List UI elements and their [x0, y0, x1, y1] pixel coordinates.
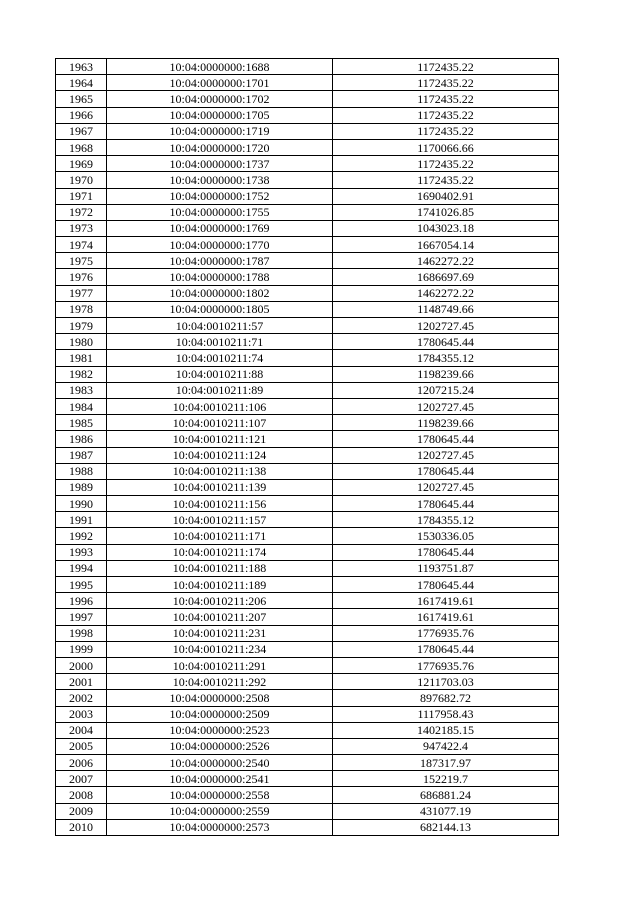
row-number-cell: 1965 [56, 91, 107, 107]
row-number-cell: 1983 [56, 382, 107, 398]
table-row [56, 479, 559, 495]
cadastral-number-cell: 10:04:0010211:231 [107, 625, 333, 641]
cadastral-number-cell: 10:04:0000000:1752 [107, 188, 333, 204]
cadastral-number-cell: 10:04:0010211:139 [107, 479, 333, 495]
value-cell: 1202727.45 [333, 398, 559, 414]
row-number-cell: 1995 [56, 577, 107, 593]
row-number-cell: 1999 [56, 641, 107, 657]
table-row [56, 787, 559, 803]
row-number-cell: 1979 [56, 318, 107, 334]
cadastral-number-cell: 10:04:0010211:74 [107, 350, 333, 366]
row-number-cell: 2009 [56, 803, 107, 819]
cadastral-number-cell: 10:04:0000000:1805 [107, 301, 333, 317]
cadastral-number-cell: 10:04:0000000:2558 [107, 787, 333, 803]
table-row [56, 463, 559, 479]
value-cell: 1172435.22 [333, 123, 559, 139]
value-cell: 1172435.22 [333, 107, 559, 123]
cadastral-number-cell: 10:04:0000000:2523 [107, 722, 333, 738]
table-row [56, 156, 559, 172]
cadastral-number-cell: 10:04:0010211:206 [107, 593, 333, 609]
table-row [56, 301, 559, 317]
cadastral-number-cell: 10:04:0010211:156 [107, 496, 333, 512]
table-row [56, 641, 559, 657]
table-row [56, 496, 559, 512]
row-number-cell: 1975 [56, 253, 107, 269]
table-row [56, 819, 559, 835]
row-number-cell: 1988 [56, 463, 107, 479]
row-number-cell: 1967 [56, 123, 107, 139]
value-cell: 1402185.15 [333, 722, 559, 738]
cadastral-number-cell: 10:04:0010211:234 [107, 641, 333, 657]
table-row [56, 366, 559, 382]
cadastral-number-cell: 10:04:0000000:1701 [107, 75, 333, 91]
table-row [56, 91, 559, 107]
row-number-cell: 1974 [56, 237, 107, 253]
value-cell: 1784355.12 [333, 350, 559, 366]
cadastral-number-cell: 10:04:0000000:2559 [107, 803, 333, 819]
cadastral-number-cell: 10:04:0000000:1737 [107, 156, 333, 172]
cadastral-number-cell: 10:04:0000000:2509 [107, 706, 333, 722]
table-row [56, 657, 559, 673]
value-cell: 1617419.61 [333, 609, 559, 625]
table-row [56, 139, 559, 155]
value-cell: 1462272.22 [333, 253, 559, 269]
row-number-cell: 1968 [56, 139, 107, 155]
row-number-cell: 2001 [56, 674, 107, 690]
cadastral-number-cell: 10:04:0010211:171 [107, 528, 333, 544]
value-cell: 1043023.18 [333, 220, 559, 236]
value-cell: 1780645.44 [333, 334, 559, 350]
row-number-cell: 2002 [56, 690, 107, 706]
value-cell: 1148749.66 [333, 301, 559, 317]
cadastral-number-cell: 10:04:0000000:1720 [107, 139, 333, 155]
row-number-cell: 1991 [56, 512, 107, 528]
row-number-cell: 1966 [56, 107, 107, 123]
table-row [56, 415, 559, 431]
cadastral-number-cell: 10:04:0010211:207 [107, 609, 333, 625]
value-cell: 187317.97 [333, 755, 559, 771]
cadastral-number-cell: 10:04:0000000:1688 [107, 59, 333, 75]
row-number-cell: 1996 [56, 593, 107, 609]
table-row [56, 512, 559, 528]
value-cell: 897682.72 [333, 690, 559, 706]
table-row [56, 285, 559, 301]
value-cell: 1172435.22 [333, 91, 559, 107]
row-number-cell: 2005 [56, 738, 107, 754]
cadastral-number-cell: 10:04:0010211:174 [107, 544, 333, 560]
cadastral-number-cell: 10:04:0000000:2508 [107, 690, 333, 706]
value-cell: 1617419.61 [333, 593, 559, 609]
row-number-cell: 1987 [56, 447, 107, 463]
table-row [56, 188, 559, 204]
value-cell: 1784355.12 [333, 512, 559, 528]
row-number-cell: 1982 [56, 366, 107, 382]
value-cell: 1172435.22 [333, 59, 559, 75]
row-number-cell: 1971 [56, 188, 107, 204]
table-row [56, 318, 559, 334]
value-cell: 947422.4 [333, 738, 559, 754]
value-cell: 1667054.14 [333, 237, 559, 253]
table-row [56, 269, 559, 285]
row-number-cell: 1964 [56, 75, 107, 91]
cadastral-number-cell: 10:04:0010211:292 [107, 674, 333, 690]
table-row [56, 625, 559, 641]
value-cell: 1686697.69 [333, 269, 559, 285]
row-number-cell: 1989 [56, 479, 107, 495]
value-cell: 1530336.05 [333, 528, 559, 544]
row-number-cell: 2004 [56, 722, 107, 738]
table-row [56, 123, 559, 139]
cadastral-number-cell: 10:04:0000000:1770 [107, 237, 333, 253]
value-cell: 1207215.24 [333, 382, 559, 398]
cadastral-number-cell: 10:04:0010211:188 [107, 560, 333, 576]
table-row [56, 674, 559, 690]
cadastral-number-cell: 10:04:0000000:1705 [107, 107, 333, 123]
value-cell: 1172435.22 [333, 172, 559, 188]
value-cell: 1172435.22 [333, 156, 559, 172]
value-cell: 1211703.03 [333, 674, 559, 690]
cadastral-number-cell: 10:04:0010211:107 [107, 415, 333, 431]
value-cell: 1776935.76 [333, 625, 559, 641]
row-number-cell: 2008 [56, 787, 107, 803]
cadastral-number-cell: 10:04:0010211:121 [107, 431, 333, 447]
table-row [56, 803, 559, 819]
row-number-cell: 2006 [56, 755, 107, 771]
table-row [56, 172, 559, 188]
row-number-cell: 2010 [56, 819, 107, 835]
table-row [56, 690, 559, 706]
row-number-cell: 1997 [56, 609, 107, 625]
row-number-cell: 2007 [56, 771, 107, 787]
value-cell: 1202727.45 [333, 447, 559, 463]
row-number-cell: 1972 [56, 204, 107, 220]
table-row [56, 447, 559, 463]
value-cell: 1780645.44 [333, 431, 559, 447]
cadastral-number-cell: 10:04:0000000:2573 [107, 819, 333, 835]
value-cell: 1172435.22 [333, 75, 559, 91]
row-number-cell: 1963 [56, 59, 107, 75]
cadastral-number-cell: 10:04:0000000:2540 [107, 755, 333, 771]
value-cell: 1780645.44 [333, 496, 559, 512]
value-cell: 1780645.44 [333, 463, 559, 479]
table-row [56, 398, 559, 414]
cadastral-number-cell: 10:04:0000000:1769 [107, 220, 333, 236]
table-row [56, 59, 559, 75]
value-cell: 1202727.45 [333, 479, 559, 495]
cadastral-number-cell: 10:04:0010211:89 [107, 382, 333, 398]
cadastral-number-cell: 10:04:0010211:71 [107, 334, 333, 350]
cadastral-number-cell: 10:04:0000000:1802 [107, 285, 333, 301]
table-row [56, 334, 559, 350]
cadastral-number-cell: 10:04:0010211:189 [107, 577, 333, 593]
table-row [56, 237, 559, 253]
table-row [56, 544, 559, 560]
value-cell: 1776935.76 [333, 657, 559, 673]
table-row [56, 431, 559, 447]
value-cell: 431077.19 [333, 803, 559, 819]
value-cell: 682144.13 [333, 819, 559, 835]
row-number-cell: 1986 [56, 431, 107, 447]
row-number-cell: 1993 [56, 544, 107, 560]
row-number-cell: 1969 [56, 156, 107, 172]
row-number-cell: 1977 [56, 285, 107, 301]
table-row [56, 382, 559, 398]
cadastral-number-cell: 10:04:0010211:157 [107, 512, 333, 528]
value-cell: 1780645.44 [333, 544, 559, 560]
row-number-cell: 1976 [56, 269, 107, 285]
table-row [56, 75, 559, 91]
row-number-cell: 1985 [56, 415, 107, 431]
table-row [56, 722, 559, 738]
value-cell: 1198239.66 [333, 415, 559, 431]
table-row [56, 204, 559, 220]
value-cell: 1198239.66 [333, 366, 559, 382]
cadastral-number-cell: 10:04:0000000:1702 [107, 91, 333, 107]
row-number-cell: 1973 [56, 220, 107, 236]
table-row [56, 771, 559, 787]
table-row [56, 107, 559, 123]
cadastral-number-cell: 10:04:0000000:1787 [107, 253, 333, 269]
value-cell: 1170066.66 [333, 139, 559, 155]
cadastral-number-cell: 10:04:0000000:1755 [107, 204, 333, 220]
cadastral-number-cell: 10:04:0010211:57 [107, 318, 333, 334]
table-row [56, 755, 559, 771]
row-number-cell: 1994 [56, 560, 107, 576]
value-cell: 1741026.85 [333, 204, 559, 220]
table-row [56, 220, 559, 236]
value-cell: 1193751.87 [333, 560, 559, 576]
value-cell: 1780645.44 [333, 641, 559, 657]
table-row [56, 528, 559, 544]
table-row [56, 593, 559, 609]
cadastral-number-cell: 10:04:0000000:2526 [107, 738, 333, 754]
cadastral-number-cell: 10:04:0010211:291 [107, 657, 333, 673]
cadastral-number-cell: 10:04:0010211:138 [107, 463, 333, 479]
row-number-cell: 1992 [56, 528, 107, 544]
table-row [56, 706, 559, 722]
cadastral-number-cell: 10:04:0000000:1719 [107, 123, 333, 139]
row-number-cell: 1984 [56, 398, 107, 414]
row-number-cell: 1980 [56, 334, 107, 350]
value-cell: 686881.24 [333, 787, 559, 803]
table-row [56, 609, 559, 625]
table-row [56, 253, 559, 269]
value-cell: 1117958.43 [333, 706, 559, 722]
table-row [56, 350, 559, 366]
row-number-cell: 1990 [56, 496, 107, 512]
row-number-cell: 1998 [56, 625, 107, 641]
value-cell: 1202727.45 [333, 318, 559, 334]
row-number-cell: 1978 [56, 301, 107, 317]
row-number-cell: 2000 [56, 657, 107, 673]
value-cell: 1690402.91 [333, 188, 559, 204]
cadastral-number-cell: 10:04:0010211:88 [107, 366, 333, 382]
data-table [55, 58, 559, 836]
table-body [56, 59, 559, 836]
cadastral-number-cell: 10:04:0000000:2541 [107, 771, 333, 787]
table-row [56, 560, 559, 576]
table-row [56, 577, 559, 593]
value-cell: 152219.7 [333, 771, 559, 787]
row-number-cell: 2003 [56, 706, 107, 722]
cadastral-number-cell: 10:04:0010211:124 [107, 447, 333, 463]
row-number-cell: 1970 [56, 172, 107, 188]
cadastral-number-cell: 10:04:0000000:1738 [107, 172, 333, 188]
row-number-cell: 1981 [56, 350, 107, 366]
cadastral-number-cell: 10:04:0010211:106 [107, 398, 333, 414]
cadastral-number-cell: 10:04:0000000:1788 [107, 269, 333, 285]
value-cell: 1780645.44 [333, 577, 559, 593]
table-row [56, 738, 559, 754]
value-cell: 1462272.22 [333, 285, 559, 301]
